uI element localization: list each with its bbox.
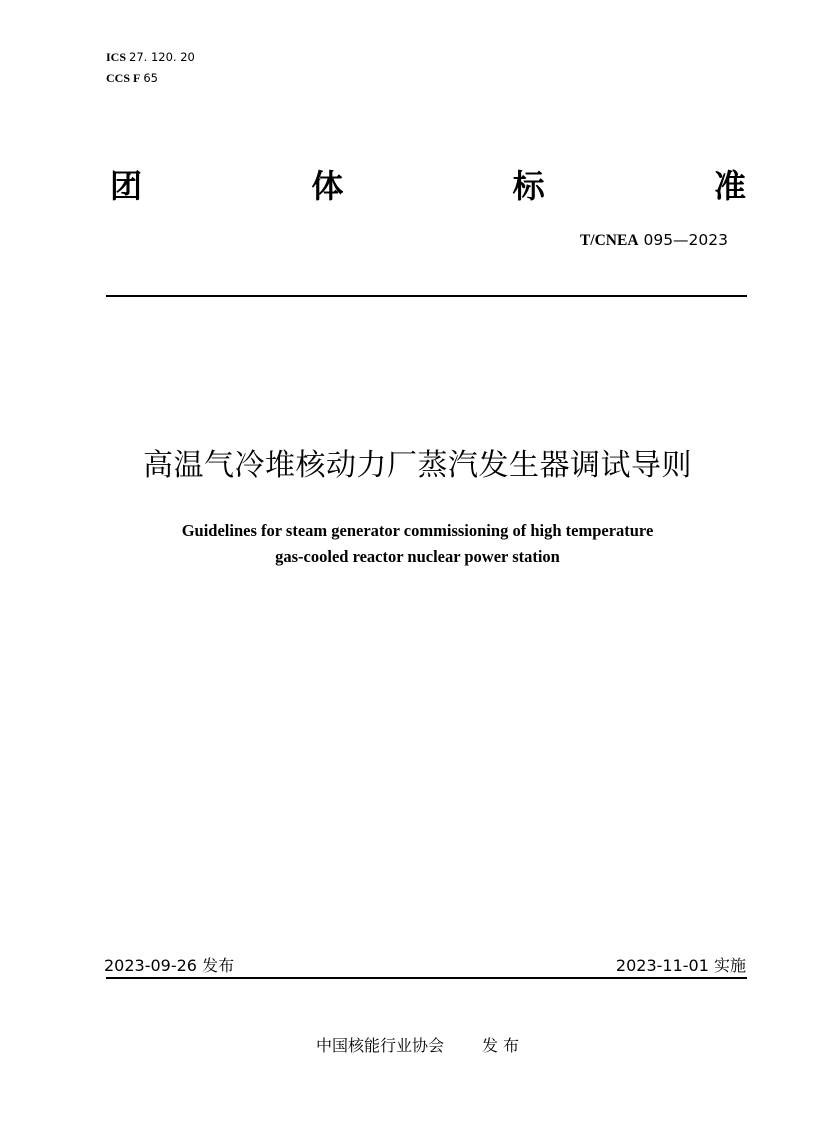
standard-type-char: 体 <box>311 167 344 205</box>
ics-line <box>106 47 195 68</box>
issue-date: 2023-09-26 发布 <box>104 956 235 975</box>
standard-type-char: 准 <box>713 167 746 205</box>
ics-code: 27. 120. 20 <box>129 50 195 64</box>
standard-number-value: 095—2023 <box>643 231 728 249</box>
standard-type-char: 团 <box>110 167 143 205</box>
title-english-line: Guidelines for steam generator commissioning of high temperature <box>181 521 654 540</box>
standard-type-char: 标 <box>512 167 545 205</box>
bottom-divider <box>106 977 747 979</box>
date-row <box>104 955 746 977</box>
classification-codes <box>106 47 195 89</box>
title-chinese: 高温气冷堆核动力厂蒸汽发生器调试导则 <box>143 448 692 483</box>
top-divider <box>106 295 747 297</box>
publisher-name: 中国核能行业协会 <box>315 1036 444 1055</box>
standard-number-prefix: T/CNEA <box>579 232 639 249</box>
ccs-code: 65 <box>143 71 158 85</box>
publisher-line <box>0 1034 815 1058</box>
ccs-line <box>106 68 195 89</box>
standard-number <box>580 229 728 252</box>
title-english <box>0 518 815 570</box>
standard-type-heading <box>110 162 746 210</box>
ccs-label: CCS F <box>106 71 141 85</box>
implementation-date: 2023-11-01 实施 <box>615 956 746 975</box>
publisher-action: 发 布 <box>481 1036 520 1055</box>
ics-label: ICS <box>106 50 127 64</box>
title-english-line: gas-cooled reactor nuclear power station <box>275 547 560 566</box>
